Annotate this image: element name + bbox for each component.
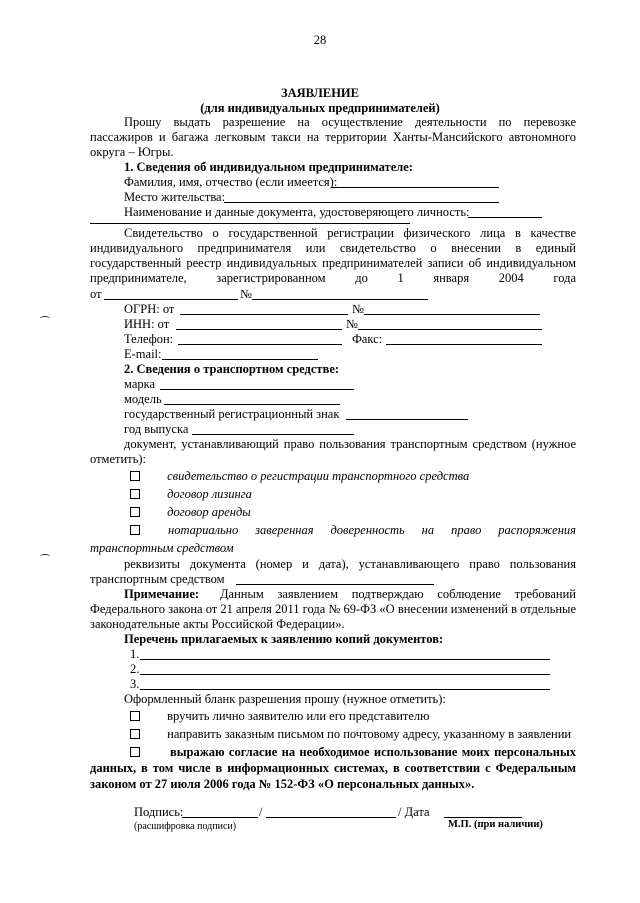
residence-label: Место жительства:	[124, 190, 226, 204]
phone-label: Телефон:	[124, 332, 174, 346]
certificate-line-4: предпринимателе, зарегистрированном до 1 января 2004 года	[90, 271, 576, 285]
year-field[interactable]	[192, 434, 354, 435]
checkbox-registration[interactable]	[130, 471, 140, 481]
brand-label: марка	[124, 377, 156, 391]
consent-line-3: законом от 27 июля 2006 года № 152-ФЗ «О персональных данных».	[90, 777, 475, 791]
inn-date-field[interactable]	[176, 329, 342, 330]
intro-line-1: Прошу выдать разрешение на осуществление деятельности по перевозке	[124, 115, 576, 129]
intro-line-2: пассажиров и багажа легковым такси на территории Ханты-Мансийского автономного	[90, 130, 576, 144]
certificate-line-3: государственный реестр индивидуальных предпринимателей записи об индивидуальном	[90, 256, 576, 270]
checkbox-notary[interactable]	[130, 525, 140, 535]
intro-line-3: округа – Югры.	[90, 145, 174, 159]
option-leasing-label: договор лизинга	[167, 487, 252, 501]
page-number: 28	[313, 33, 327, 47]
option-rent[interactable]	[130, 506, 251, 519]
option-leasing[interactable]	[130, 488, 252, 501]
signature-label: Подпись:	[134, 805, 184, 819]
checkbox-mail[interactable]	[130, 729, 140, 739]
delivery-option-personal-label: вручить лично заявителю или его представителю	[167, 709, 430, 723]
date-field[interactable]	[444, 817, 522, 818]
right-document-line-2: отметить):	[90, 452, 146, 466]
delivery-option-mail[interactable]	[130, 728, 571, 741]
delivery-option-personal[interactable]	[130, 710, 430, 723]
document-title: ЗАЯВЛЕНИЕ	[281, 86, 359, 100]
inn-number-field[interactable]	[358, 329, 542, 330]
margin-scan-mark	[40, 554, 50, 559]
note-line-3: законодательные акты Российской Федерации».	[90, 617, 345, 631]
reg-sign-label: государственный регистрационный знак	[124, 407, 340, 421]
stamp-caption: М.П. (при наличии)	[448, 819, 543, 830]
option-notary-label-line-1: нотариально заверенная доверенность на право распоряжения	[168, 523, 576, 537]
model-field[interactable]	[164, 404, 340, 405]
doc-details-field[interactable]	[236, 584, 434, 585]
checkbox-leasing[interactable]	[130, 489, 140, 499]
name-label: Фамилия, имя, отчество (если имеется):	[124, 175, 338, 189]
brand-field[interactable]	[160, 389, 354, 390]
ogrn-label: ОГРН: от	[124, 302, 175, 316]
phone-field[interactable]	[178, 344, 342, 345]
note-label: Примечание:	[124, 587, 200, 601]
margin-scan-mark	[40, 316, 50, 321]
option-registration-label: свидетельство о регистрации транспортного средства	[167, 469, 470, 483]
consent-line-1: выражаю согласие на необходимое использование моих персональных	[170, 745, 576, 759]
checkbox-rent[interactable]	[130, 507, 140, 517]
signature-slash: /	[259, 805, 263, 819]
inn-label: ИНН: от	[124, 317, 170, 331]
certificate-line-2: индивидуального предпринимателя или свидетельство о внесении в единый	[90, 241, 576, 255]
certificate-line-1: Свидетельство о государственной регистрации физического лица в качестве	[124, 226, 576, 240]
certificate-from-label: от	[90, 287, 102, 301]
option-notary[interactable]	[130, 524, 140, 537]
option-rent-label: договор аренды	[167, 505, 251, 519]
email-field[interactable]	[162, 359, 318, 360]
date-label: / Дата	[398, 805, 430, 819]
fax-field[interactable]	[386, 344, 542, 345]
year-label: год выпуска	[124, 422, 189, 436]
attachment-field-2[interactable]	[140, 674, 550, 675]
checkbox-personal[interactable]	[130, 711, 140, 721]
doc-details-line-1: реквизиты документа (номер и дата), устанавливающего право пользования	[124, 557, 576, 571]
attachment-field-1[interactable]	[140, 659, 550, 660]
attachment-item-3: 3.	[130, 677, 140, 691]
id-document-field-continued[interactable]	[90, 223, 410, 224]
note-line-2: Федерального закона от 21 апреля 2011 года № 69-ФЗ «О внесении изменений в отдельные	[90, 602, 576, 616]
id-document-label: Наименование и данные документа, удостоверяющего личность:	[124, 205, 470, 219]
reg-sign-field[interactable]	[346, 419, 468, 420]
right-document-line-1: документ, устанавливающий право пользования транспортным средством (нужное	[124, 437, 576, 451]
option-notary-label-line-2: транспортным средством	[90, 541, 234, 555]
model-label: модель	[124, 392, 162, 406]
delivery-heading: Оформленный бланк разрешения прошу (нужное отметить):	[124, 692, 446, 706]
certificate-number-label: №	[240, 287, 252, 301]
section1-heading: 1. Сведения об индивидуальном предпринимателе:	[124, 160, 413, 174]
attachment-item-1: 1.	[130, 647, 140, 661]
checkbox-consent[interactable]	[130, 747, 140, 757]
name-field[interactable]	[331, 187, 499, 188]
signature-decoding-caption: (расшифровка подписи)	[134, 821, 237, 832]
ogrn-date-field[interactable]	[180, 314, 348, 315]
attachment-item-2: 2.	[130, 662, 140, 676]
consent-option[interactable]	[130, 746, 140, 759]
certificate-date-field[interactable]	[104, 299, 238, 300]
doc-details-line-2: транспортным средством	[90, 572, 225, 586]
inn-number-label: №	[346, 317, 358, 331]
consent-line-2: данных, в том числе в информационных системах, в соответствии с Федеральным	[90, 761, 576, 775]
attachment-field-3[interactable]	[140, 689, 550, 690]
section2-heading: 2. Сведения о транспортном средстве:	[124, 362, 340, 376]
attachments-heading: Перечень прилагаемых к заявлению копий документов:	[124, 632, 444, 646]
fax-label: Факс:	[352, 332, 383, 346]
note-line-1: Данным заявлением подтверждаю соблюдение требований	[220, 587, 576, 601]
email-label: E-mail:	[124, 347, 162, 361]
document-subtitle: (для индивидуальных предпринимателей)	[200, 101, 440, 115]
ogrn-number-label: №	[352, 302, 364, 316]
delivery-option-mail-label: направить заказным письмом по почтовому адресу, указанному в заявлении	[167, 727, 572, 741]
id-document-field[interactable]	[468, 217, 542, 218]
ogrn-number-field[interactable]	[364, 314, 540, 315]
signature-field[interactable]	[182, 817, 258, 818]
option-registration[interactable]	[130, 470, 469, 483]
residence-field[interactable]	[224, 202, 499, 203]
signature-decoding-field[interactable]	[266, 817, 396, 818]
certificate-number-field[interactable]	[252, 299, 428, 300]
